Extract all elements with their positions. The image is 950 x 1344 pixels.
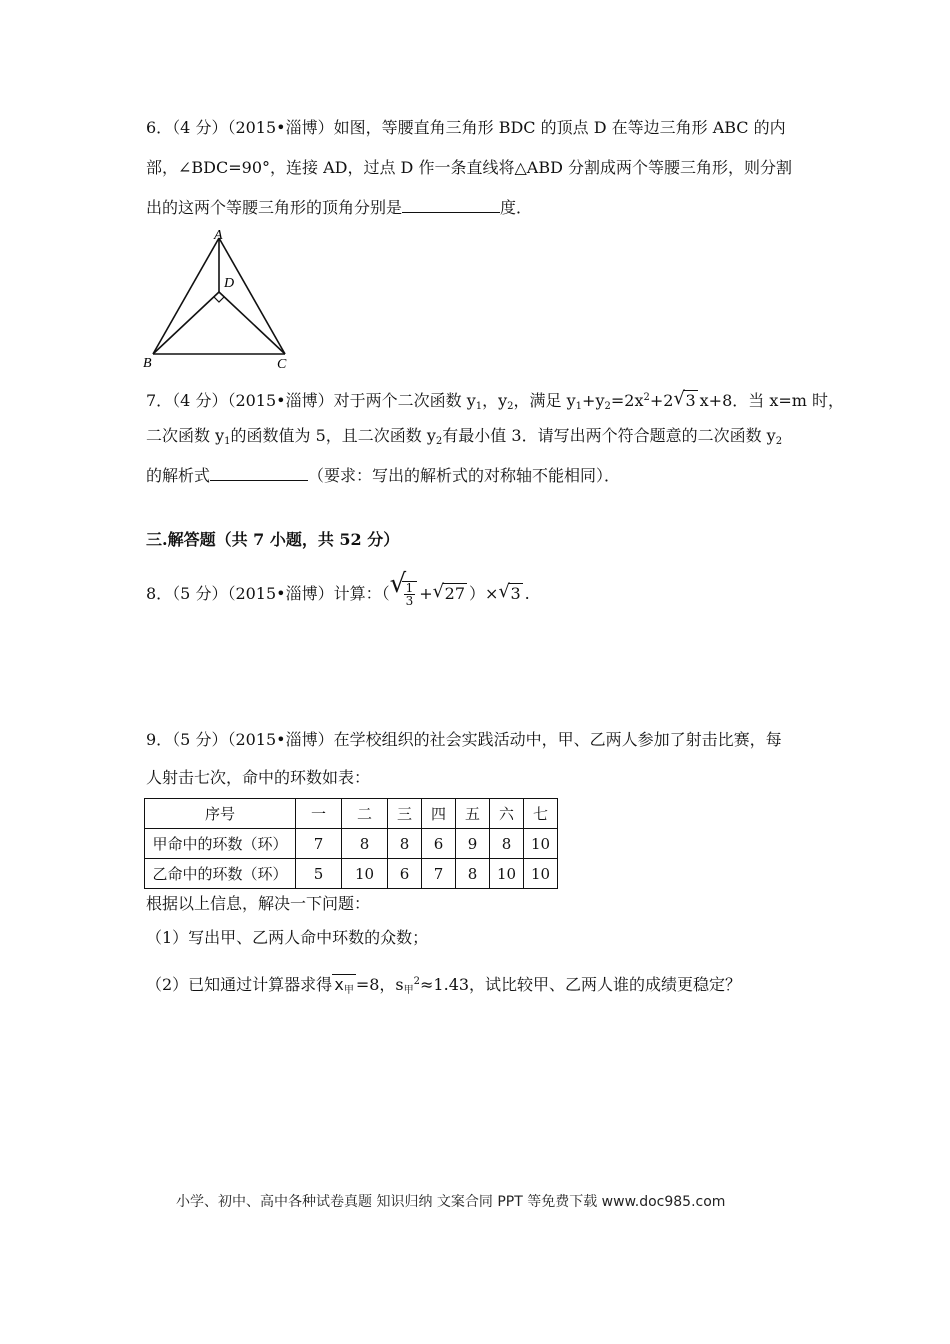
x-bar-letter: x [334, 975, 344, 994]
q9-part1: （1）写出甲、乙两人命中环数的众数； [146, 928, 429, 947]
table-cell: 乙命中的环数（环） [145, 859, 296, 889]
segment-db [153, 292, 219, 354]
q7-sub: 2 [604, 401, 611, 412]
q9-p2a: （2）已知通过计算器求得 [146, 975, 333, 994]
q7-answer-blank [210, 464, 308, 481]
table-header-row [145, 799, 558, 829]
edge-ab [153, 238, 219, 354]
q9-p2c: ≈1.43，试比较甲、乙两人谁的成绩更稳定？ [420, 975, 742, 994]
q7-sup: 2 [643, 392, 650, 403]
sqrt-one-third: √ $\frac{1}{3}$ [390, 582, 420, 607]
q7-l3a: 的解析式 [146, 466, 211, 485]
label-c: C [277, 357, 287, 372]
right-angle-mark [214, 297, 224, 302]
footer-text: 小学、初中、高中各种试卷真题 知识归纳 文案合同 PPT 等免费下载 www.doc985.com [176, 1194, 726, 1210]
table-cell: 9 [456, 829, 490, 859]
q7-sub: 1 [475, 401, 483, 412]
frac-num: 1 [405, 581, 414, 595]
table-cell: 6 [388, 859, 422, 889]
q8-text: 8．（5 分）（2015•淄博）计算：（ [146, 584, 390, 603]
frac-den: 3 [405, 594, 414, 608]
table-cell: 10 [342, 859, 388, 889]
section-heading: 三.解答题（共 7 小题，共 52 分） [146, 530, 400, 549]
table-row [145, 829, 558, 859]
q6-line2: 部，∠BDC=90°，连接 AD，过点 D 作一条直线将△ABD 分割成两个等腰三角形，则分割 [146, 158, 793, 177]
q8-times: ）× [469, 584, 499, 603]
x-bar-sub: 甲 [343, 985, 354, 996]
q7-sub: 2 [435, 436, 443, 447]
q7-sub: 2 [775, 436, 783, 447]
q7-l1c: ，满足 y [513, 391, 576, 410]
q6-line3-end: 度． [500, 198, 533, 217]
table-cell: 四 [422, 799, 456, 829]
q8-plus: + [419, 584, 433, 603]
label-a: A [214, 228, 223, 243]
table-cell: 七 [524, 799, 558, 829]
edge-ac [219, 238, 285, 354]
q8-line [146, 569, 530, 608]
q7-l3b: （要求：写出的解析式的对称轴不能相同）． [308, 466, 621, 485]
s-sup: 2 [413, 976, 421, 987]
table-row [145, 859, 558, 889]
segment-dc [219, 292, 285, 354]
table-cell: 甲命中的环数（环） [145, 829, 296, 859]
table-cell: 二 [342, 799, 388, 829]
table-cell: 8 [490, 829, 524, 859]
table-cell: 7 [422, 859, 456, 889]
table-cell: 5 [296, 859, 342, 889]
q7-sub: 1 [575, 401, 583, 412]
q6-line3-text: 出的这两个等腰三角形的顶角分别是 [146, 198, 403, 217]
table-cell: 7 [296, 829, 342, 859]
q9-line2: 人射击七次，命中的环数如表： [146, 768, 371, 787]
radicand: 27 [444, 584, 466, 603]
q7-l1a: 7．（4 分）（2015•淄博）对于两个二次函数 y [146, 391, 476, 410]
table-cell: 8 [342, 829, 388, 859]
q6-answer-blank [402, 196, 500, 213]
radicand: 3 [685, 391, 696, 410]
table-cell: 五 [456, 799, 490, 829]
q9-after-table: 根据以上信息，解决一下问题： [146, 894, 371, 913]
table-cell: 序号 [145, 799, 296, 829]
q7-l1b: ，y [482, 391, 508, 410]
radicand: 3 [510, 584, 521, 603]
q9-line1: 9．（5 分）（2015•淄博）在学校组织的社会实践活动中，甲、乙两人参加了射击比赛，每 [146, 730, 782, 749]
q7-l2c: 有最小值 3．请写出两个符合题意的二次函数 y [442, 426, 776, 445]
q9-part2 [146, 972, 741, 1001]
sqrt-3: √ 3 [498, 581, 521, 603]
q6-line1: 6．（4 分）（2015•淄博）如图，等腰直角三角形 BDC 的顶点 D 在等边三角形 ABC 的内 [146, 118, 786, 137]
table-cell: 8 [388, 829, 422, 859]
sqrt-3: √ 3 [673, 388, 696, 410]
q8-end: . [524, 584, 530, 603]
table-cell: 6 [422, 829, 456, 859]
q7-line2 [146, 426, 782, 452]
triangle-figure [140, 226, 300, 374]
q7-sub: 1 [224, 436, 231, 447]
label-d: D [224, 276, 235, 291]
table-cell: 10 [490, 859, 524, 889]
table-cell: 10 [524, 859, 558, 889]
q7-l1d: +y [582, 391, 605, 410]
x-bar [332, 974, 356, 1001]
table-cell: 8 [456, 859, 490, 889]
q7-l2b: 的函数值为 5，且二次函数 y [230, 426, 436, 445]
sqrt-27: √ 27 [432, 581, 466, 603]
q7-l1e: =2x [610, 391, 644, 410]
table-cell: 三 [388, 799, 422, 829]
table-cell: 六 [490, 799, 524, 829]
q7-l1g: x+8．当 x=m 时， [699, 391, 845, 410]
score-table [144, 798, 558, 889]
q9-p2b: =8，s [355, 975, 404, 994]
table-cell: 10 [524, 829, 558, 859]
q7-l2a: 二次函数 y [146, 426, 225, 445]
q6-line3 [146, 196, 532, 218]
table-cell: 一 [296, 799, 342, 829]
label-b: B [143, 356, 152, 371]
q7-l1f: +2 [649, 391, 674, 410]
q7-line1 [146, 388, 844, 417]
s-sub: 甲 [403, 985, 414, 996]
q7-line3 [146, 464, 620, 486]
q7-sub: 2 [507, 401, 514, 412]
